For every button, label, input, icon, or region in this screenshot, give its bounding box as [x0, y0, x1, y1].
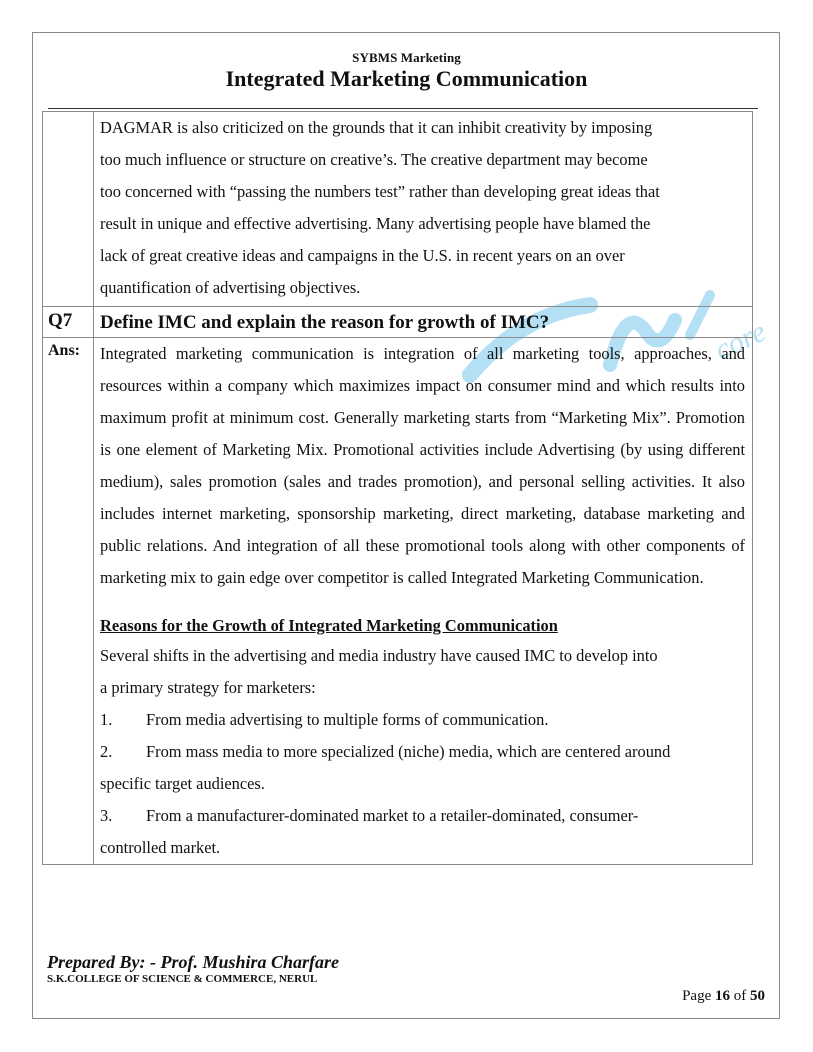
table-row-continuation: [43, 112, 753, 307]
text-line: too much influence or structure on creative’s. The creative department may become: [100, 150, 648, 169]
list-text: From mass media to more specialized (niche) media, which are centered around: [146, 742, 671, 761]
qa-table: [42, 111, 753, 865]
header-divider: [48, 108, 758, 109]
text-line: DAGMAR is also criticized on the grounds that it can inhibit creativity by imposing: [100, 118, 653, 137]
page-of: of: [733, 988, 747, 1004]
page-total: 50: [750, 988, 765, 1004]
text-line: lack of great creative ideas and campaigns in the U.S. in recent years on an over: [100, 246, 625, 265]
intro-line: a primary strategy for marketers:: [100, 678, 316, 697]
list-text-continued: specific target audiences.: [100, 774, 265, 793]
list-number: 2.: [100, 742, 113, 761]
list-text: From media advertising to multiple forms of communication.: [146, 710, 549, 729]
text-line: quantification of advertising objectives.: [100, 278, 361, 297]
page-current: 16: [715, 988, 730, 1004]
page-title: Integrated Marketing Communication: [225, 66, 588, 91]
question-label: Q7: [43, 307, 94, 338]
page-prefix: Page: [682, 988, 712, 1004]
table-row-answer: [43, 338, 753, 865]
footer-college: S.K.COLLEGE OF SCIENCE & COMMERCE, NERUL: [47, 973, 318, 985]
list-text-continued: controlled market.: [100, 838, 221, 857]
list-text: From a manufacturer-dominated market to a retailer-dominated, consumer-: [146, 806, 639, 825]
continuation-label: [43, 112, 94, 307]
continuation-text: [94, 112, 753, 307]
list-item: [100, 800, 745, 832]
table-row-question: [43, 307, 753, 338]
text-line: result in unique and effective advertising. Many advertising people have blamed the: [100, 214, 651, 233]
list-number: 3.: [100, 806, 113, 825]
answer-label: Ans:: [43, 338, 94, 865]
intro-line: Several shifts in the advertising and media industry have caused IMC to develop into: [100, 646, 658, 665]
answer-definition: Integrated marketing communication is integration of all marketing tools, approaches, and resources within a company which maximizes impact on consumer mind and which results into maximum profit at minimum cost. Generally marketing starts from “Marketing Mix”. Promotion is one element of Marketing Mix. Promotional activities include Advertising (by using different medium), sales promotion (sales and trades promotion), and personal selling activities. It also includes internet marketing, sponsorship marketing, direct marketing, database marketing and public relations. And integration of all these promotional tools along with other components of marketing mix to gain edge over competitor is called Integrated Marketing Communication.: [100, 344, 745, 587]
text-line: too concerned with “passing the numbers test” rather than developing great ideas that: [100, 182, 660, 201]
answer-body: [94, 338, 753, 865]
question-text: Define IMC and explain the reason for growth of IMC?: [94, 307, 753, 338]
list-item: [100, 736, 745, 768]
page-number: [682, 988, 765, 1005]
svg-text:core: core: [709, 314, 771, 367]
list-number: 1.: [100, 710, 113, 729]
list-item: [100, 704, 745, 736]
footer-prepared-by: Prepared By: - Prof. Mushira Charfare: [47, 952, 340, 972]
header-subtitle: SYBMS Marketing: [352, 50, 461, 65]
section-heading: Reasons for the Growth of Integrated Marketing Communication: [100, 616, 558, 635]
